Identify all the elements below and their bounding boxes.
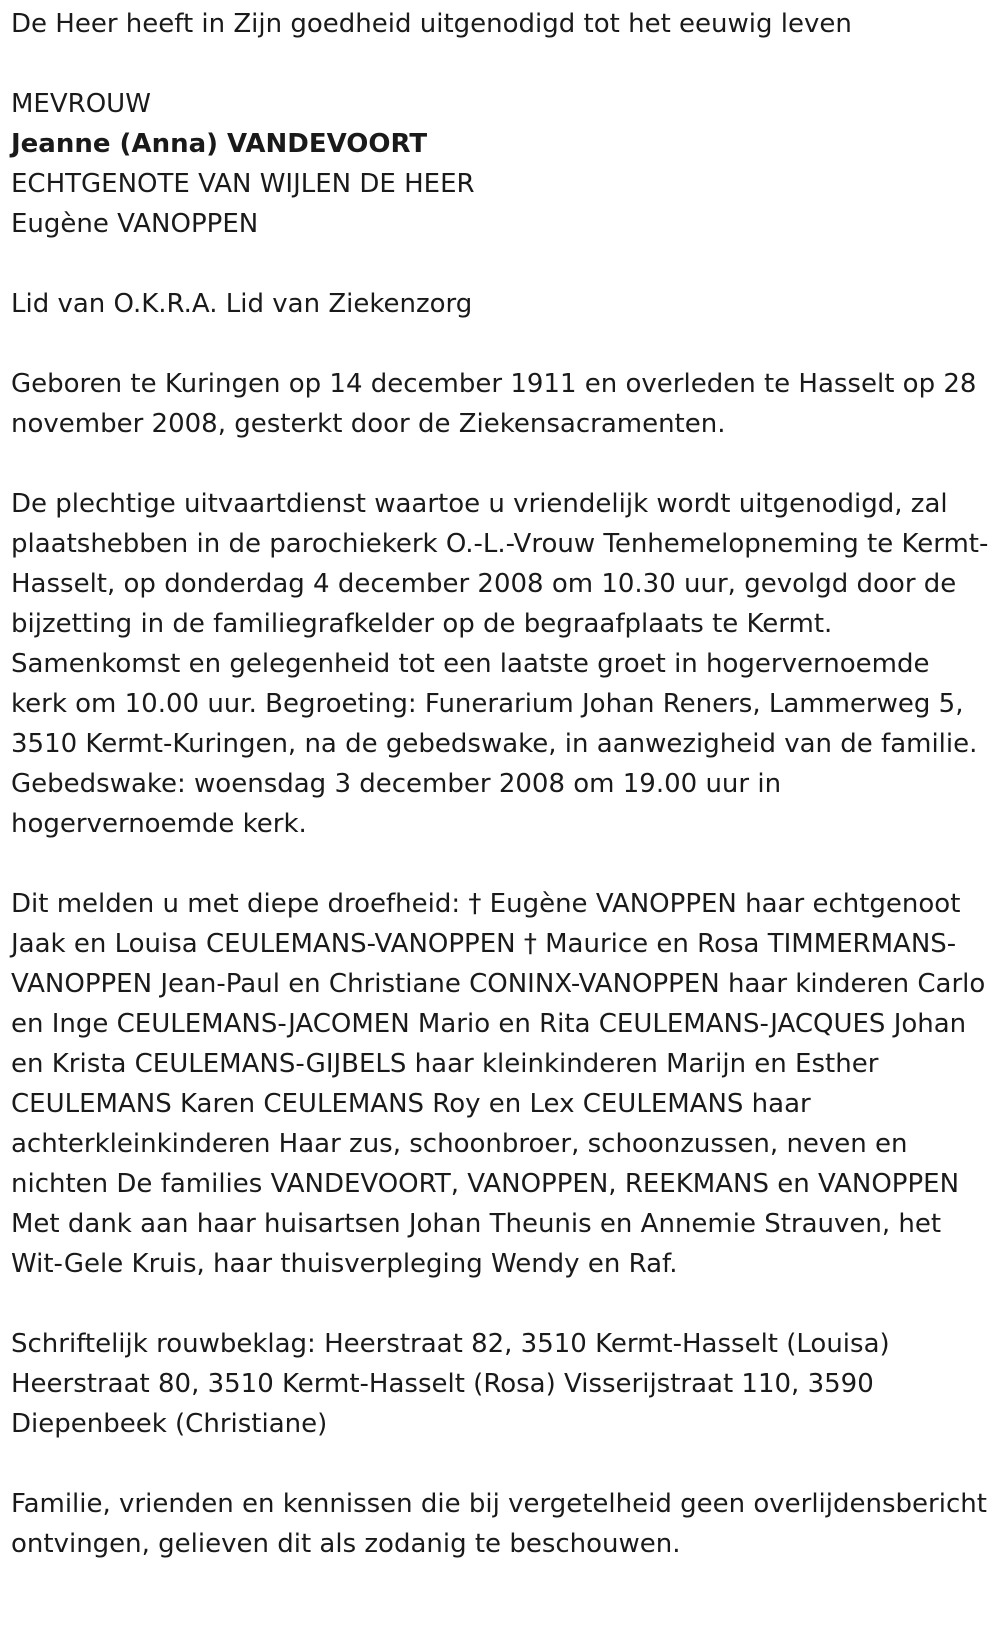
family-paragraph: Dit melden u met diepe droefheid: † Eugène VANOPPEN haar echtgenoot Jaak en Louisa CEULEMANS-VANOPPEN † Maurice en Rosa TIMMERMANS-VANOPPEN Jean-Paul en Christiane CONINX-VANOPPEN haar kinderen Carlo en Inge CEULEMANS-JACOMEN Mario en Rita CEULEMANS-JACQUES Johan en Krista CEULEMANS-GIJBELS haar kleinkinderen Marijn en Esther CEULEMANS Karen CEULEMANS Roy en Lex CEULEMANS haar achterkleinkinderen Haar zus, schoonbroer, schoonzussen, neven en nichten De families VANDEVOORT, VANOPPEN, REEKMANS en VANOPPEN Met dank aan haar huisartsen Johan Theunis en Annemie Strauven, het Wit-Gele Kruis, haar thuisverpleging Wendy en Raf. xyxy=(11,889,986,1279)
deceased-title: MEVROUW xyxy=(11,89,151,119)
opening-line: De Heer heeft in Zijn goedheid uitgenodigd tot het eeuwig leven xyxy=(11,9,852,39)
closing-paragraph: Familie, vrienden en kennissen die bij vergetelheid geen overlijdensbericht ontvingen, gelieven dit als zodanig te beschouwen. xyxy=(11,1489,987,1559)
condolences-paragraph: Schriftelijk rouwbeklag: Heerstraat 82, 3510 Kermt-Hasselt (Louisa) Heerstraat 80, 3510 Kermt-Hasselt (Rosa) Visserijstraat 110, 3590 Diepenbeek (Christiane) xyxy=(11,1329,890,1439)
spouse-name: Eugène VANOPPEN xyxy=(11,209,259,239)
spacer xyxy=(11,44,989,84)
spacer xyxy=(11,244,989,284)
deceased-relation: ECHTGENOTE VAN WIJLEN DE HEER xyxy=(11,169,475,199)
spacer xyxy=(11,444,989,484)
deceased-name: Jeanne (Anna) VANDEVOORT xyxy=(11,129,428,159)
birth-death-paragraph: Geboren te Kuringen op 14 december 1911 en overleden te Hasselt op 28 november 2008, gesterkt door de Ziekensacramenten. xyxy=(11,369,977,439)
memberships-paragraph: Lid van O.K.R.A. Lid van Ziekenzorg xyxy=(11,289,473,319)
service-paragraph: De plechtige uitvaartdienst waartoe u vriendelijk wordt uitgenodigd, zal plaatshebben in de parochiekerk O.-L.-Vrouw Tenhemelopneming te Kermt-Hasselt, op donderdag 4 december 2008 om 10.30 uur, gevolgd door de bijzetting in de familiegrafkelder op de begraafplaats te Kermt. Samenkomst en gelegenheid tot een laatste groet in hogervernoemde kerk om 10.00 uur. Begroeting: Funerarium Johan Reners, Lammerweg 5, 3510 Kermt-Kuringen, na de gebedswake, in aanwezigheid van de familie. Gebedswake: woensdag 3 december 2008 om 19.00 uur in hogervernoemde kerk. xyxy=(11,489,989,839)
spacer xyxy=(11,1284,989,1324)
spacer xyxy=(11,844,989,884)
spacer xyxy=(11,1444,989,1484)
spacer xyxy=(11,324,989,364)
